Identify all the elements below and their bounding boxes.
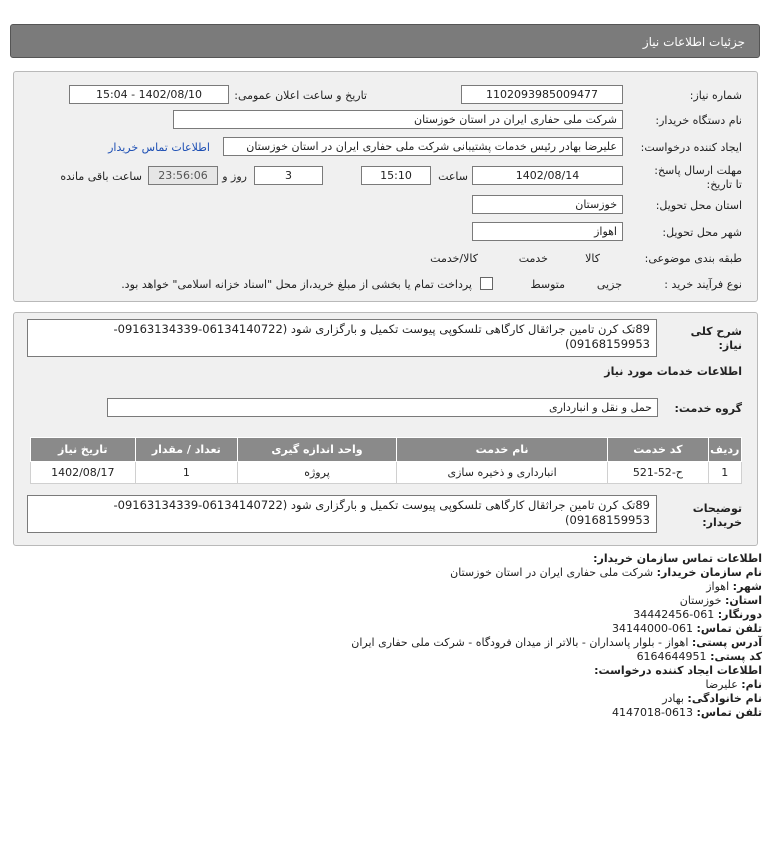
contact-section [22, 552, 762, 720]
services-table [30, 437, 742, 484]
col-row: ردیف [708, 438, 741, 462]
remaining-label: ساعت باقی مانده [60, 170, 142, 183]
table-row [31, 462, 742, 484]
announce-field: 1402/08/10 - 15:04 [69, 85, 229, 104]
contact-title: اطلاعات تماس سازمان خریدار: [593, 552, 762, 565]
buyer-notes-text: 89تک کرن تامین جراثقال کارگاهی تلسکوپی پیوست تکمیل و بارگزاری شود (06134140722-09163134339-09168159953) [113, 498, 650, 527]
deadline-time-label: ساعت [438, 170, 468, 183]
city-label: شهر محل تحویل: [662, 226, 742, 239]
need-number-field: 1102093985009477 [461, 85, 623, 104]
buyer-notes-label: توضیحات خریدار: [692, 502, 742, 529]
creator-title: اطلاعات ایجاد کننده درخواست: [594, 664, 762, 677]
summary-text: 89تک کرن تامین جراثقال کارگاهی تلسکوپی پیوست تکمیل و بارگزاری شود (06134140722-09163134339-09168159953) [113, 322, 650, 351]
service-group-field: حمل و نقل و انبارداری [107, 398, 658, 417]
treasury-payment-checkbox[interactable] [480, 277, 493, 290]
summary-box [27, 319, 657, 357]
creator-field: علیرضا بهادر رئیس خدمات پشتیبانی شرکت ملی حفاری ایران در استان خوزستان [223, 137, 623, 156]
province-field: خوزستان [472, 195, 623, 214]
contact-fax: دورنگار: 061-34442456 [633, 608, 762, 621]
contact-phone: تلفن تماس: 061-34144000 [612, 622, 762, 635]
need-details-panel [13, 71, 758, 302]
col-name: نام خدمت [396, 438, 607, 462]
category-label: طبقه بندی موضوعی: [644, 252, 742, 265]
deadline-label: مهلت ارسال پاسخ: تا تاریخ: [654, 164, 742, 191]
deadline-time-field: 15:10 [361, 166, 431, 185]
category-goods-label: کالا [585, 252, 600, 265]
page-header [10, 24, 760, 58]
announce-label: تاریخ و ساعت اعلان عمومی: [234, 89, 367, 102]
cell-name: انبارداری و ذخیره سازی [396, 462, 607, 484]
category-service-label: خدمت [518, 252, 548, 265]
buyer-notes-box [27, 495, 657, 533]
services-table-wrap [30, 437, 742, 484]
contact-city: شهر: اهواز [706, 580, 762, 593]
contact-province: استان: خوزستان [679, 594, 762, 607]
treasury-payment-note: پرداخت تمام یا بخشی از مبلغ خرید،از محل "اسناد خزانه اسلامی" خواهد بود. [121, 278, 472, 291]
contact-postal: کد پستی: 6164644951 [636, 650, 762, 663]
creator-family: نام خانوادگی: بهادر [662, 692, 762, 705]
process-label: نوع فرآیند خرید : [664, 278, 742, 291]
city-field: اهواز [472, 222, 623, 241]
col-unit: واحد اندازه گیری [238, 438, 397, 462]
creator-phone: تلفن تماس: 0613-4147018 [612, 706, 762, 719]
creator-label: ایجاد کننده درخواست: [640, 141, 742, 154]
category-both-label: کالا/خدمت [430, 252, 478, 265]
cell-date: 1402/08/17 [31, 462, 136, 484]
col-code: کد خدمت [608, 438, 708, 462]
col-qty: تعداد / مقدار [135, 438, 237, 462]
cell-unit: پروژه [238, 462, 397, 484]
cell-row: 1 [708, 462, 741, 484]
process-medium-label: متوسط [530, 278, 565, 291]
cell-code: ح-52-521 [608, 462, 708, 484]
need-number-label: شماره نیاز: [689, 89, 742, 102]
col-date: تاریخ نیاز [31, 438, 136, 462]
remaining-time-field: 23:56:06 [148, 166, 218, 185]
contact-address: آدرس پستی: اهواز - بلوار پاسداران - بالاتر از میدان فرودگاه - شرکت ملی حفاری ایران [351, 636, 762, 649]
deadline-date-field: 1402/08/14 [472, 166, 623, 185]
days-label: روز و [222, 170, 247, 183]
province-label: استان محل تحویل: [655, 199, 742, 212]
contact-org: نام سازمان خریدار: شرکت ملی حفاری ایران در استان خوزستان [450, 566, 762, 579]
services-table-header [31, 438, 742, 462]
page-title: جزئیات اطلاعات نیاز [642, 35, 745, 49]
cell-qty: 1 [135, 462, 237, 484]
days-field: 3 [254, 166, 323, 185]
buyer-org-label: نام دستگاه خریدار: [655, 114, 742, 127]
buyer-contact-link[interactable]: اطلاعات تماس خریدار [108, 141, 210, 154]
buyer-org-field: شرکت ملی حفاری ایران در استان خوزستان [173, 110, 623, 129]
process-minor-label: جزیی [596, 278, 622, 291]
services-title: اطلاعات خدمات مورد نیاز [604, 365, 742, 378]
creator-name: نام: علیرضا [705, 678, 762, 691]
summary-label: شرح کلی نیاز: [690, 325, 742, 352]
service-group-label: گروه خدمت: [674, 402, 742, 415]
